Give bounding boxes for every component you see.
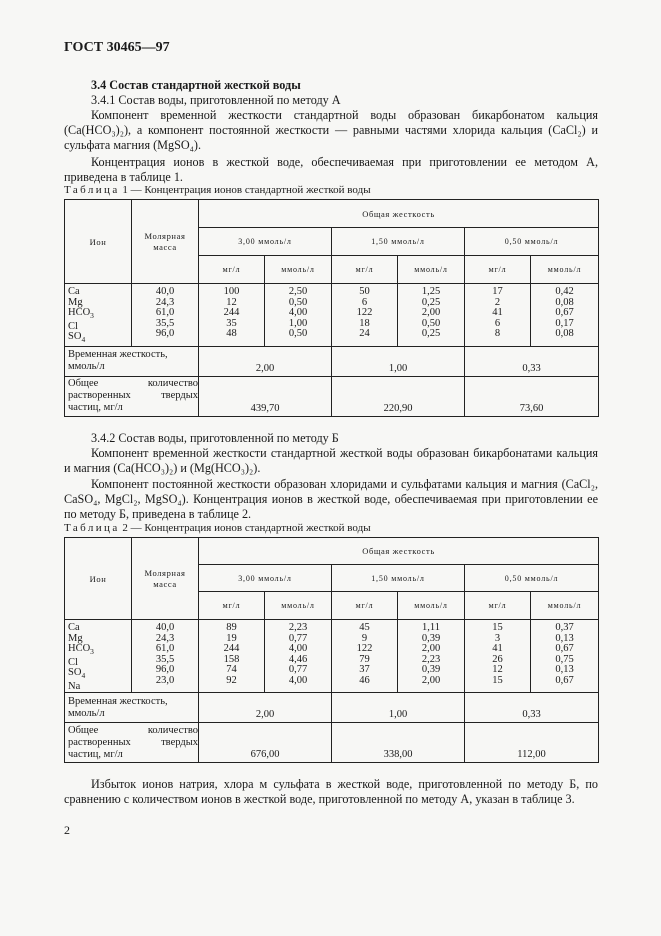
paragraph-5: Избыток ионов натрия, хлора м сульфата в жесткой воде, приготовленной по методу Б, по сравнению с количеством ионов в жесткой воде, приготовленной по методу А, указан в таблице 3. (64, 777, 598, 806)
value-cell: 244 (223, 643, 240, 654)
g3-mg-column (465, 284, 531, 347)
value-cell: 2,50 (288, 286, 308, 297)
header-total-hardness: Общая жесткость (199, 538, 599, 565)
table2-caption (64, 522, 371, 534)
unit-mmol: ммоль/л (265, 256, 332, 284)
temporary-hardness-value: 1,00 (332, 346, 465, 376)
value-cell: 0,08 (555, 296, 574, 308)
value-cell: 2 (494, 296, 501, 308)
value-cell: 0,50 (421, 317, 441, 329)
page-number: 2 (64, 823, 70, 837)
mass-column (132, 620, 199, 693)
value-cell: 100 (223, 286, 240, 297)
value-cell: 35 (226, 317, 237, 329)
header-group-1-5: 1,50 ммоль/л (332, 228, 465, 256)
value-cell: 92 (226, 674, 237, 686)
section-title: 3.4 Состав стандартной жесткой воды (91, 78, 301, 92)
dissolved-solids-row (65, 723, 599, 763)
header-group-3: 3,00 ммоль/л (199, 228, 332, 256)
value-cell: 45 (359, 622, 370, 633)
value-cell: 37 (359, 664, 370, 675)
value-cell: 12 (492, 664, 503, 675)
value-cell: 6 (494, 317, 501, 329)
value-cell: 41 (492, 307, 503, 318)
table-body (65, 284, 599, 347)
ion-cell: Mg (68, 632, 83, 644)
mass-cell: 35,5 (155, 653, 175, 665)
unit-mg: мг/л (465, 592, 531, 620)
unit-mg: мг/л (199, 592, 265, 620)
dissolved-solids-row (65, 376, 599, 416)
table2-caption-prefix: Таблица (64, 522, 120, 534)
subsection-title-1: 3.4.1 Состав воды, приготовленной по методу А (91, 93, 341, 107)
ion-column (65, 284, 132, 347)
value-cell: 0,25 (421, 328, 441, 339)
g3-mmol-column (531, 620, 599, 693)
value-cell: 15 (492, 622, 503, 633)
mass-cell: 40,0 (155, 622, 175, 633)
unit-mmol: ммоль/л (531, 592, 599, 620)
value-cell: 0,50 (288, 296, 308, 308)
value-cell: 18 (359, 317, 370, 329)
value-cell: 74 (226, 664, 237, 675)
value-cell: 24 (359, 328, 370, 339)
value-cell: 17 (492, 286, 503, 297)
value-cell: 48 (226, 328, 237, 339)
g2-mg-column (332, 284, 398, 347)
value-cell: 2,23 (421, 653, 441, 665)
temporary-hardness-row (65, 693, 599, 723)
mass-column (132, 284, 199, 347)
header-molar-mass: Молярная масса (132, 200, 199, 284)
value-cell: 0,39 (421, 664, 441, 675)
temporary-hardness-value: 2,00 (199, 346, 332, 376)
header-group-3: 3,00 ммоль/л (199, 565, 332, 592)
unit-mg: мг/л (199, 256, 265, 284)
value-cell: 2,00 (421, 674, 441, 686)
paragraph-3: Компонент временной жесткости стандартной жесткой воды образован бикарбонатами кальция и магния (Ca(HCO₃)₂) и (Mg(HCO₃)₂). (64, 446, 598, 475)
value-cell: 4,00 (288, 674, 308, 686)
value-cell: 12 (226, 296, 237, 308)
value-cell: 0,50 (288, 328, 308, 339)
ion-cell: Ca (68, 286, 80, 297)
unit-mmol: ммоль/л (531, 256, 599, 284)
value-cell: 244 (223, 307, 240, 318)
value-cell: 4,46 (288, 653, 308, 665)
dissolved-solids-value: 439,70 (199, 376, 332, 416)
mass-cell: 96,0 (155, 328, 175, 339)
value-cell: 2,00 (421, 643, 441, 654)
mass-cell: 23,0 (155, 674, 175, 686)
table1-caption-prefix: Таблица (64, 184, 120, 196)
value-cell: 6 (361, 296, 368, 308)
value-cell: 0,67 (555, 674, 574, 686)
g3-mg-column (465, 620, 531, 693)
table2-caption-text: 2 — Концентрация ионов стандартной жесткой воды (122, 522, 371, 534)
value-cell: 8 (494, 328, 501, 339)
value-cell: 122 (356, 307, 373, 318)
table-body (65, 620, 599, 693)
table1-caption (64, 184, 371, 196)
ion-cell: $SO_4$ (68, 331, 86, 345)
mass-cell: 40,0 (155, 286, 175, 297)
ion-cell: $HCO_3$ (68, 643, 94, 657)
paragraph-1: Компонент временной жесткости стандартной воды образован бикарбонатом кальция (Ca(HCO₃)₂), а компонент постоянной жесткости — равными частями хлорида кальция (CaCl₂) и сульфата магния (MgSO₄). (64, 108, 598, 152)
header-ion: Ион (65, 200, 132, 284)
table1-caption-text: 1 — Концентрация ионов стандартной жесткой воды (122, 184, 371, 196)
value-cell: 0,13 (555, 632, 574, 644)
value-cell: 0,37 (555, 622, 574, 633)
dissolved-solids-value: 220,90 (332, 376, 465, 416)
value-cell: 41 (492, 643, 503, 654)
unit-mg: мг/л (332, 592, 398, 620)
value-cell: 79 (359, 653, 370, 665)
mass-cell: 24,3 (155, 296, 175, 308)
unit-mg: мг/л (332, 256, 398, 284)
value-cell: 0,13 (555, 664, 574, 675)
dissolved-solids-label: Общее количество растворенных твердых частиц, мг/л (65, 376, 199, 416)
value-cell: 0,77 (288, 664, 308, 675)
temporary-hardness-row (65, 346, 599, 376)
value-cell: 122 (356, 643, 373, 654)
value-cell: 4,00 (288, 643, 308, 654)
value-cell: 0,25 (421, 296, 441, 308)
temporary-hardness-label: Временная жесткость, ммоль/л (65, 346, 199, 376)
header-group-1-5: 1,50 ммоль/л (332, 565, 465, 592)
ion-cell: Ca (68, 622, 80, 633)
paragraph-2: Концентрация ионов в жесткой воде, обеспечиваемая при приготовлении ее методом А, приведена в таблице 1. (64, 155, 598, 184)
value-cell: 2,00 (421, 307, 441, 318)
mass-cell: 24,3 (155, 632, 175, 644)
temporary-hardness-value: 0,33 (465, 346, 599, 376)
ion-cell: Mg (68, 296, 83, 308)
value-cell: 26 (492, 653, 503, 665)
value-cell: 0,17 (555, 317, 574, 329)
mass-cell: 61,0 (155, 643, 175, 654)
g1-mg-column (199, 284, 265, 347)
header-molar-mass: Молярная масса (132, 538, 199, 620)
header-group-0-5: 0,50 ммоль/л (465, 565, 599, 592)
temporary-hardness-value: 0,33 (465, 693, 599, 723)
ion-cell: Cl (68, 320, 78, 332)
g2-mg-column (332, 620, 398, 693)
g1-mmol-column (265, 620, 332, 693)
header-group-0-5: 0,50 ммоль/л (465, 228, 599, 256)
value-cell: 0,67 (555, 307, 574, 318)
unit-mmol: ммоль/л (398, 592, 465, 620)
value-cell: 46 (359, 674, 370, 686)
value-cell: 4,00 (288, 307, 308, 318)
value-cell: 19 (226, 632, 237, 644)
g1-mmol-column (265, 284, 332, 347)
dissolved-solids-value: 338,00 (332, 723, 465, 763)
table-1 (64, 199, 599, 417)
ion-column (65, 620, 132, 693)
temporary-hardness-value: 2,00 (199, 693, 332, 723)
value-cell: 0,67 (555, 643, 574, 654)
mass-cell: 96,0 (155, 664, 175, 675)
subsection-title-2: 3.4.2 Состав воды, приготовленной по методу Б (91, 431, 339, 445)
value-cell: 9 (361, 632, 368, 644)
value-cell: 1,00 (288, 317, 308, 329)
value-cell: 15 (492, 674, 503, 686)
ion-cell: $SO_4$ (68, 667, 86, 681)
unit-mmol: ммоль/л (265, 592, 332, 620)
ion-cell: Cl (68, 656, 78, 668)
value-cell: 0,08 (555, 328, 574, 339)
value-cell: 158 (223, 653, 240, 665)
g2-mmol-column (398, 284, 465, 347)
temporary-hardness-value: 1,00 (332, 693, 465, 723)
value-cell: 0,75 (555, 653, 574, 665)
value-cell: 0,77 (288, 632, 308, 644)
unit-mmol: ммоль/л (398, 256, 465, 284)
g1-mg-column (199, 620, 265, 693)
ion-cell: $HCO_3$ (68, 307, 94, 321)
value-cell: 0,42 (555, 286, 574, 297)
header-ion: Ион (65, 538, 132, 620)
value-cell: 0,39 (421, 632, 441, 644)
header-total-hardness: Общая жесткость (199, 200, 599, 228)
unit-mg: мг/л (465, 256, 531, 284)
value-cell: 3 (494, 632, 501, 644)
dissolved-solids-value: 73,60 (465, 376, 599, 416)
mass-cell: 35,5 (155, 317, 175, 329)
value-cell: 1,25 (421, 286, 441, 297)
temporary-hardness-label: Временная жесткость, ммоль/л (65, 693, 199, 723)
value-cell: 2,23 (288, 622, 308, 633)
document-header: ГОСТ 30465—97 (64, 40, 170, 55)
ion-cell: Na (68, 680, 81, 692)
dissolved-solids-value: 676,00 (199, 723, 332, 763)
dissolved-solids-label: Общее количество растворенных твердых частиц, мг/л (65, 723, 199, 763)
value-cell: 1,11 (422, 622, 440, 633)
g2-mmol-column (398, 620, 465, 693)
value-cell: 50 (359, 286, 370, 297)
table-2 (64, 537, 599, 763)
dissolved-solids-value: 112,00 (465, 723, 599, 763)
value-cell: 89 (226, 622, 237, 633)
mass-cell: 61,0 (155, 307, 175, 318)
g3-mmol-column (531, 284, 599, 347)
paragraph-4: Компонент постоянной жесткости образован хлоридами и сульфатами кальция и магния (CaCl₂, CaSO₄, MgCl₂, MgSO₄). Концентрация ионов в жесткой воде, обеспечиваемая при приготовлении ее по методу Б, приведена в таблице 2. (64, 477, 598, 521)
